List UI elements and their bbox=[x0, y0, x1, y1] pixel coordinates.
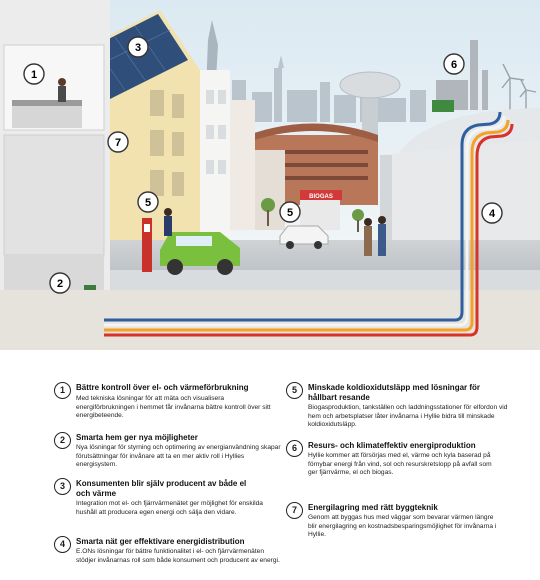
svg-text:5: 5 bbox=[144, 197, 152, 209]
biogas-sign: BIOGAS bbox=[309, 194, 333, 200]
legend-title: Resurs- och klimateffektiv energiproduktion bbox=[308, 441, 476, 450]
svg-text:5: 5 bbox=[286, 207, 294, 219]
scene-badge-2 bbox=[50, 273, 70, 293]
legend-badge: 7 bbox=[286, 502, 303, 519]
driver-person bbox=[164, 208, 172, 236]
legend-title: Energilagring med rätt byggteknik bbox=[308, 503, 438, 512]
scene-badge-5b bbox=[280, 202, 300, 222]
kitchen-counter bbox=[12, 100, 82, 106]
legend-badge: 1 bbox=[54, 382, 71, 399]
legend-description: Biogasproduktion, tankställen och laddningsstationer för elfordon vid hem och arbetsplatser låter invånarna i Hyllie bidra till minskade koldioxidutsläpp. bbox=[308, 404, 508, 429]
scene-badge-1 bbox=[24, 64, 44, 84]
legend-badge: 6 bbox=[286, 440, 303, 457]
legend-description: Genom att byggas hus med väggar som bevarar värmen längre blir energilagring en kostnadsbesparingsmöjlighet för invånarna i Hyllie. bbox=[308, 514, 497, 539]
white-building bbox=[200, 70, 230, 240]
legend-description: E.ONs lösningar för bättre funktionalitet i el- och fjärrvärmenäten stödjer invånarnas roll som både konsument och producent av energi. bbox=[76, 548, 280, 564]
svg-text:2: 2 bbox=[56, 278, 64, 290]
svg-text:1: 1 bbox=[30, 69, 38, 81]
scene-badge-7 bbox=[108, 132, 128, 152]
legend-badge: 3 bbox=[54, 478, 71, 495]
svg-text:6: 6 bbox=[450, 59, 458, 71]
legend-badge: 5 bbox=[286, 382, 303, 399]
legend-title: Smarta nät ger effektivare energidistribution bbox=[76, 537, 245, 546]
legend-title: Bättre kontroll över el- och värmeförbrukning bbox=[76, 383, 249, 392]
legend-badge: 4 bbox=[54, 536, 71, 553]
legend-description: Hyllie kommer att försörjas med el, värme och kyla baserad på förnybar energi från vind, sol och resurskretslopp på avfall som ger fjärrvärme, el och biogas. bbox=[308, 452, 492, 477]
resident-person bbox=[58, 78, 66, 102]
legend-title: Minskade koldioxidutsläpp med lösningar för hållbart resande bbox=[308, 383, 481, 402]
legend-description: Nya lösningar för styrning och optimering av energianvändning skapar förutsättningar för invånare att ta en mer aktiv roll i Hyllies energisystem. bbox=[76, 444, 281, 469]
biogas-truck bbox=[432, 100, 454, 112]
legend-title: Konsumenten blir själv producent av både el och värme bbox=[76, 479, 247, 498]
scene-badge-5a bbox=[138, 192, 158, 212]
svg-text:4: 4 bbox=[488, 208, 496, 220]
legend bbox=[0, 370, 540, 580]
svg-text:7: 7 bbox=[114, 137, 122, 149]
scene-badge-4 bbox=[482, 203, 502, 223]
charging-station bbox=[142, 218, 152, 272]
legend-description: Integration mot el- och fjärrvärmenätet ger möjlighet för enskilda hushåll att producera egen energi och sälja den vidare. bbox=[76, 500, 263, 516]
legend-title: Smarta hem ger nya möjligheter bbox=[76, 433, 198, 442]
legend-badge: 2 bbox=[54, 432, 71, 449]
legend-description: Med tekniska lösningar för att mäta och visualisera energiförbrukningen i hemmet får invånarna bättre kontroll över sitt energibeteende. bbox=[76, 395, 271, 420]
scene-badge-6 bbox=[444, 54, 464, 74]
svg-text:3: 3 bbox=[134, 42, 142, 54]
scene-badge-3 bbox=[128, 37, 148, 57]
